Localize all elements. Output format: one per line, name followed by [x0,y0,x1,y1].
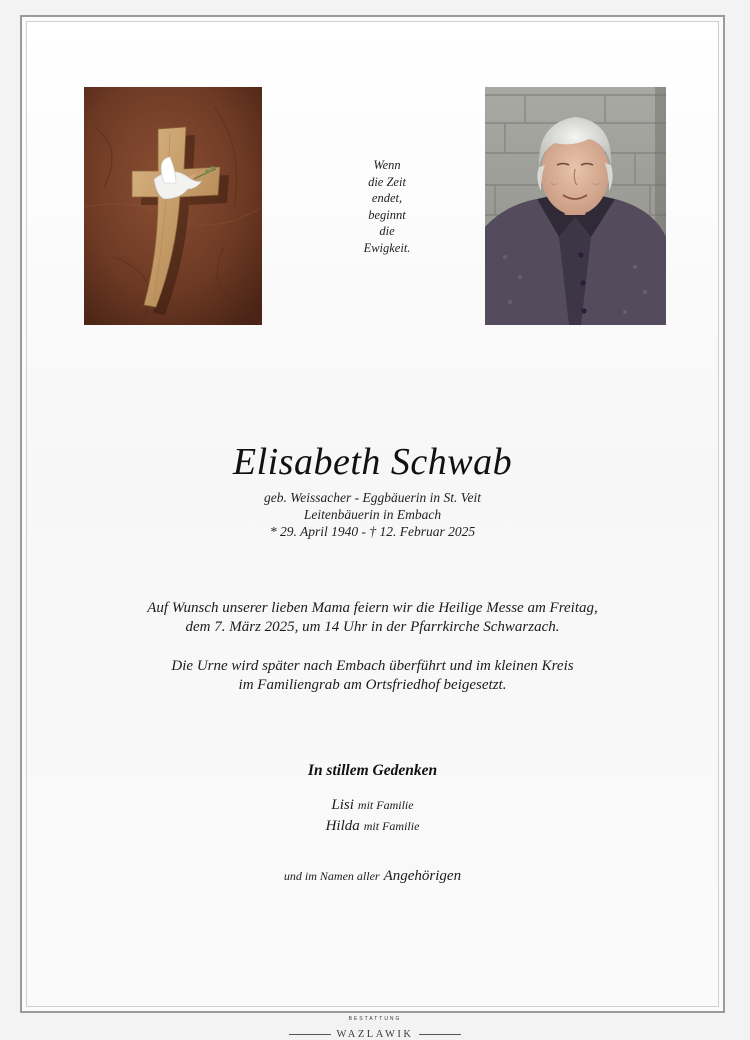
quote-line: Wenn [373,158,401,172]
announcement-line: im Familiengrab am Ortsfriedhof beigesetzt. [238,677,507,693]
cross-dove-image [84,87,262,325]
life-dates: * 29. April 1940 - † 12. Februar 2025 [269,524,476,539]
mourner-suffix: mit Familie [363,819,420,833]
deceased-name: Elisabeth Schwab [232,441,513,483]
obituary-card [20,15,725,1013]
quote-line: die [379,224,395,238]
quote-line: beginnt [368,207,406,222]
announcement-line: dem 7. März 2025, um 14 Uhr in der Pfarrkirche Schwarzach. [185,619,560,635]
announcement-line: Die Urne wird später nach Embach überführt und im kleinen Kreis [171,658,574,674]
cross-dove-photo [84,87,262,325]
mourner-name: Hilda [325,818,360,834]
mourner-suffix: mit Familie [357,798,414,812]
memorial-heading: In stillem Gedenken [307,762,438,779]
quote-line: endet, [371,191,403,205]
residence-line: Leitenbäuerin in Embach [303,507,442,522]
logo-rule-right [419,1034,461,1035]
logo-tagline: BESTATTUNG [348,1016,402,1022]
quote-line: die Zeit [368,174,406,189]
closing-word: Angehörigen [383,868,462,884]
mourner-entry [27,796,718,814]
logo-rule-left [289,1034,331,1035]
mourner-entry [27,817,718,835]
quote-line: Ewigkeit. [363,240,411,255]
funeral-home-logo [0,1016,750,1040]
closing-prefix: und im Namen aller [283,869,380,883]
birth-name-line: geb. Weissacher - Eggbäuerin in St. Veit [264,490,481,505]
mourner-name: Lisi [331,797,354,813]
closing-line [27,867,718,885]
logo-brand [289,1029,462,1040]
logo-brand-text: WAZLAWIK [336,1029,414,1040]
portrait-image [485,87,666,325]
quote-text [327,157,447,256]
card-inner-frame [26,21,719,1007]
announcement-line: Auf Wunsch unserer lieben Mama feiern wir die Heilige Messe am Freitag, [147,600,598,616]
portrait-photo [485,87,666,325]
